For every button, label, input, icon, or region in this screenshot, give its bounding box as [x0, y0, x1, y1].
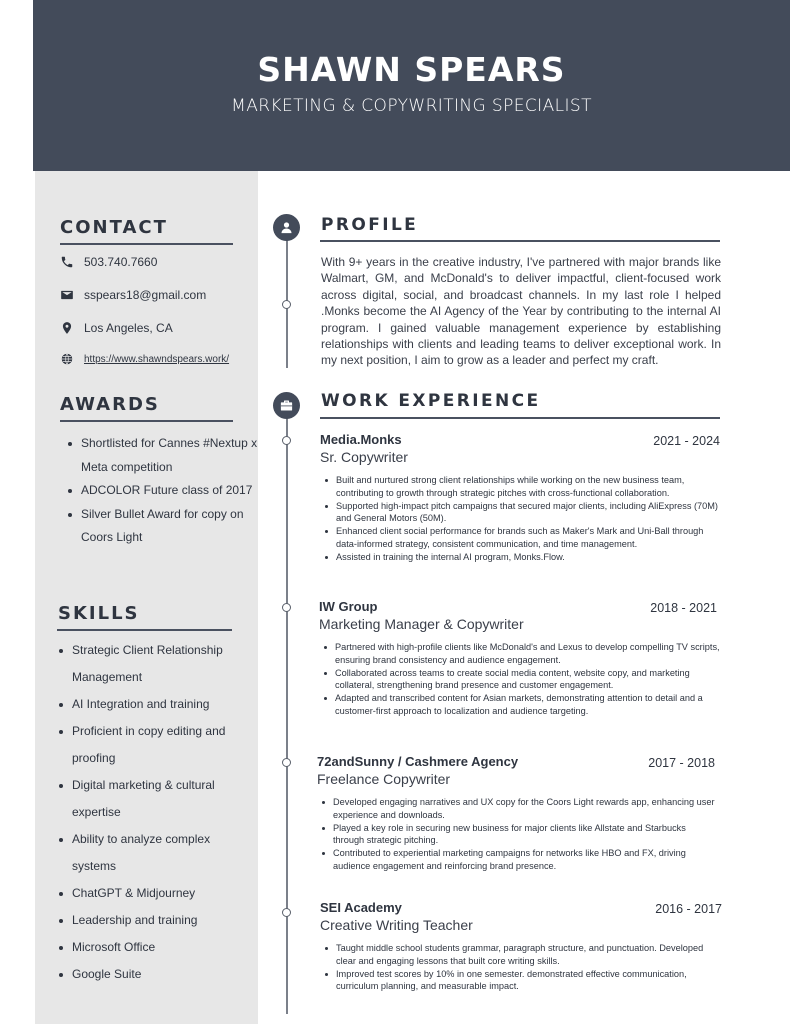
job-bullet: Taught middle school students grammar, paragraph structure, and punctuation. Developed clear and engaging lessons that built core writing skills.: [320, 942, 722, 968]
skills-heading: SKILLS: [58, 603, 140, 624]
job-bullet: Improved test scores by 10% in one semester. demonstrated effective communication, curriculum planning, and measurable impact.: [320, 968, 722, 994]
job-entry: [320, 900, 722, 993]
job-bullet: Contributed to experiential marketing campaigns for networks like HBO and FX, driving audience engagement and reinforcing brand presence.: [317, 847, 719, 873]
job-role: Marketing Manager & Copywriter: [319, 616, 524, 632]
globe-icon: [60, 352, 74, 366]
timeline-dot: [282, 908, 291, 917]
job-company: IW Group: [319, 599, 378, 614]
resume-header: [33, 0, 790, 171]
envelope-icon: [60, 288, 74, 302]
skill-item: Digital marketing & cultural expertise: [72, 772, 247, 826]
job-role: Creative Writing Teacher: [320, 917, 473, 933]
phone-number: 503.740.7660: [84, 255, 158, 269]
job-entry: [317, 754, 719, 873]
skill-item: Proficient in copy editing and proofing: [72, 718, 247, 772]
contact-website: [60, 352, 229, 366]
job-entry: [320, 432, 722, 564]
job-bullet: Assisted in training the internal AI program, Monks.Flow.: [320, 551, 722, 564]
job-bullets: [319, 641, 721, 718]
job-entry: [319, 599, 721, 718]
awards-list: [81, 432, 271, 550]
phone-icon: [60, 255, 74, 269]
job-bullet: Partnered with high-profile clients like McDonald's and Lexus to develop compelling TV scripts, ensuring brand consistency and audience engagement.: [319, 641, 721, 667]
job-role: Sr. Copywriter: [320, 449, 408, 465]
job-bullet: Collaborated across teams to create social media content, website copy, and marketing collateral, strengthening brand presence and customer engagement.: [319, 667, 721, 693]
user-icon: [279, 220, 294, 235]
profile-badge: [273, 214, 300, 241]
job-bullet: Adapted and transcribed content for Asian markets, demonstrating attention to detail and a customer-first approach to localization and audience targeting.: [319, 692, 721, 718]
job-bullet: Built and nurtured strong client relationships while working on the new business team, contributing to growth through strategic pitches with cross-functional collaboration.: [320, 474, 722, 500]
skills-rule: [57, 629, 232, 631]
skill-item: AI Integration and training: [72, 691, 247, 718]
timeline-line-work: [286, 418, 288, 1014]
timeline-dot: [282, 300, 291, 309]
timeline-dot: [282, 436, 291, 445]
profile-summary: With 9+ years in the creative industry, I've partnered with major brands like Walmart, GM, and McDonald's to deliver impactful, client-focused work across digital, social, and broadcast channels. In my last role I helped .Monks become the AI Agency of the Year by contributing to the internal AI program. I gained valuable management experience by establishing relationships with clients and leading teams to deliver exceptional work. In my next position, I aim to grow as a leader and perfect my craft.: [321, 255, 721, 368]
email-address[interactable]: sspears18@gmail.com: [84, 288, 207, 302]
job-role: Freelance Copywriter: [317, 771, 451, 787]
contact-heading: CONTACT: [60, 217, 168, 238]
skill-item: Google Suite: [72, 961, 247, 988]
timeline-dot: [282, 758, 291, 767]
job-dates: 2021 - 2024: [653, 434, 720, 448]
skills-list: [72, 637, 247, 988]
map-pin-icon: [60, 321, 74, 335]
skill-item: Leadership and training: [72, 907, 247, 934]
awards-heading: AWARDS: [60, 394, 160, 415]
job-bullets: [320, 474, 722, 564]
job-bullet: Played a key role in securing new business for major clients like Allstate and Starbucks through strategic pitching.: [317, 822, 719, 848]
job-bullets: [320, 942, 722, 993]
job-bullet: Developed engaging narratives and UX copy for the Coors Light rewards app, enhancing user experience and downloads.: [317, 796, 719, 822]
job-dates: 2016 - 2017: [655, 902, 722, 916]
contact-location: [60, 321, 173, 335]
job-dates: 2018 - 2021: [650, 601, 717, 615]
job-bullets: [317, 796, 719, 873]
profile-rule: [320, 240, 720, 242]
job-company: Media.Monks: [320, 432, 402, 447]
skill-item: ChatGPT & Midjourney: [72, 880, 247, 907]
job-bullet: Enhanced client social performance for brands such as Maker's Mark and Uni-Ball through data-informed strategy, consistent communication, and time management.: [320, 525, 722, 551]
candidate-name: SHAWN SPEARS: [257, 50, 566, 89]
briefcase-icon: [279, 398, 294, 413]
contact-rule: [60, 243, 233, 245]
location-text: Los Angeles, CA: [84, 321, 173, 335]
contact-phone: [60, 255, 157, 269]
work-heading: WORK EXPERIENCE: [321, 391, 541, 411]
timeline-dot: [282, 603, 291, 612]
award-item: Silver Bullet Award for copy on Coors Light: [81, 503, 271, 550]
skill-item: Strategic Client Relationship Management: [72, 637, 247, 691]
job-bullet: Supported high-impact pitch campaigns that secured major clients, including AliExpress (70M) and General Motors (50M).: [320, 500, 722, 526]
work-badge: [273, 392, 300, 419]
award-item: Shortlisted for Cannes #Nextup x Meta competition: [81, 432, 271, 479]
awards-rule: [60, 420, 233, 422]
contact-email: [60, 288, 206, 302]
job-dates: 2017 - 2018: [648, 756, 715, 770]
job-company: 72andSunny / Cashmere Agency: [317, 754, 519, 769]
skill-item: Ability to analyze complex systems: [72, 826, 247, 880]
job-company: SEI Academy: [320, 900, 402, 915]
skill-item: Microsoft Office: [72, 934, 247, 961]
work-rule: [320, 417, 720, 419]
website-link[interactable]: https://www.shawndspears.work/: [84, 353, 230, 365]
profile-heading: PROFILE: [321, 215, 419, 235]
award-item: ADCOLOR Future class of 2017: [81, 479, 271, 503]
candidate-title: MARKETING & COPYWRITING SPECIALIST: [231, 96, 592, 116]
